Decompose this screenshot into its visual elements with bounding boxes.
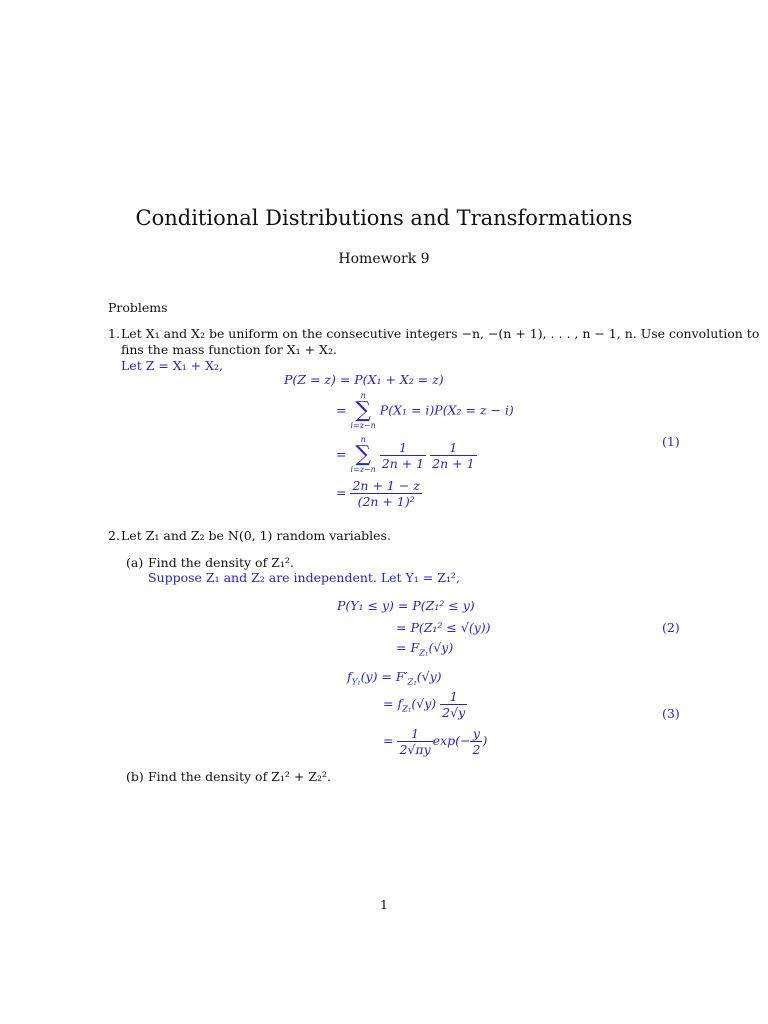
equation-3-line1: $f_{Y_1}(y) = F'_{Z_1}(√y)$ [347,669,442,688]
problem-2-text: Let Z₁ and Z₂ be N(0, 1) random variables. [121,528,391,543]
page-number: 1 [380,897,388,912]
equation-label-1: (1) [662,434,680,449]
problem-1-answer-intro: Let Z = X₁ + X₂, [121,358,224,373]
equation-3-line2: = $f_{Z_1}(√y)$ $\frac{1}{2√y}$ [383,689,466,720]
part-a-text: Find the density of Z₁². [148,555,294,570]
fraction: $\frac{2n + 1 - z}{\text{(2n + 1)²}}$ [352,478,420,509]
problem-1-equation-line4: = $\frac{2n + 1 - z}{\text{(2n + 1)²}}$ [336,478,420,509]
section-heading: Problems [108,300,168,315]
part-b-label: (b) [126,769,144,784]
problem-1-equation-line3: = n ∑ i=z−n $\frac{1}{2n + 1}$ $\frac{1}{2n + 1}$ [336,435,475,474]
fraction: $\frac{1}{2n + 1}$ [432,439,475,471]
problem-1-text-line1: Let X₁ and X₂ be uniform on the consecutive integers −n, −(n + 1), . . . , n − 1, n. Use convolution to [121,326,760,341]
equation-label-2: (2) [662,620,680,635]
problem-1-equation-line1: P(Z = z) = P(X₁ + X₂ = z) [284,372,444,387]
equation-2-line1: P(Y₁ ≤ y) = P(Z₁² ≤ y) [337,598,475,613]
document-title: Conditional Distributions and Transformations [135,206,633,230]
fraction: $\frac{1}{2√\pi y}$ [399,726,431,757]
equation-3-line3: = $\frac{1}{2√\pi y}$ exp(− $\frac{y}{2}$ ) [383,726,488,757]
equation-2-line2: = P(Z₁² ≤ √(y)) [396,620,491,635]
problem-1-equation-line2: = n ∑ i=z−n P(X₁ = i)P(X₂ = z − i) [336,391,514,430]
problem-2-number: 2. [108,528,120,543]
part-a-answer-intro: Suppose Z₁ and Z₂ are independent. Let Y₁ = Z₁², [148,570,460,585]
document-subtitle: Homework 9 [338,251,430,267]
problem-1-number: 1. [108,326,120,341]
summation-symbol: n ∑ i=z−n [350,391,376,430]
problem-1-text-line2: fins the mass function for X₁ + X₂. [121,342,337,357]
fraction: $\frac{1}{2√y}$ [442,689,466,720]
fraction: $\frac{y}{2}$ [472,726,481,757]
fraction: $\frac{1}{2n + 1}$ [381,439,425,471]
part-b-text: Find the density of Z₁² + Z₂². [148,769,331,784]
part-a-label: (a) [126,555,144,570]
equation-2-line3: = $F_{Z_1}(√y)$ [396,640,454,659]
summation-symbol: n ∑ i=z−n [350,435,376,474]
equation-label-3: (3) [662,706,680,721]
